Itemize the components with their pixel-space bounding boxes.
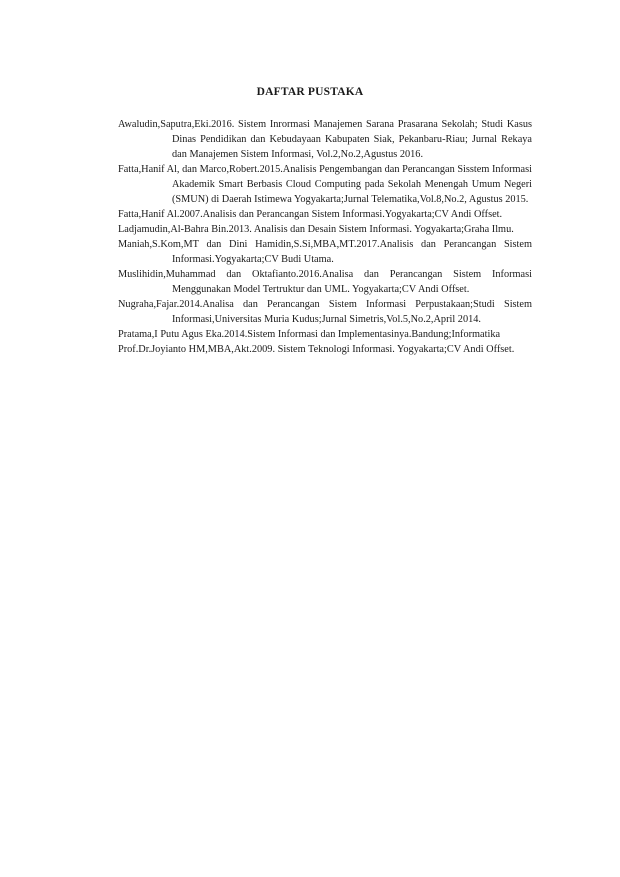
reference-entry: Maniah,S.Kom,MT dan Dini Hamidin,S.Si,MBA,MT.2017.Analisis dan Perancangan Sistem Informasi.Yogyakarta;CV Budi Utama. xyxy=(118,239,532,265)
reference-entry: Pratama,I Putu Agus Eka.2014.Sistem Informasi dan Implementasinya.Bandung;Informatika xyxy=(118,329,501,340)
reference-entry: Fatta,Hanif Al, dan Marco,Robert.2015.Analisis Pengembangan dan Perancangan Sisstem Informasi Akademik Smart Berbasis Cloud Computing pada Sekolah Menengah Umum Negeri (SMUN) di Daerah Istimewa Yogyakarta;Jurnal Telematika,Vol.8,No.2, Agustus 2015. xyxy=(118,164,532,205)
reference-entry: Awaludin,Saputra,Eki.2016. Sistem Inrormasi Manajemen Sarana Prasarana Sekolah; Studi Kasus Dinas Pendidikan dan Kebudayaan Kabupaten Siak, Pekanbaru-Riau; Jurnal Rekaya dan Manajemen Sistem Informasi, Vol.2,No.2,Agustus 2016. xyxy=(118,119,532,160)
reference-entry: Ladjamudin,Al-Bahra Bin.2013. Analisis dan Desain Sistem Informasi. Yogyakarta;Graha Ilmu. xyxy=(118,224,514,235)
reference-entry: Nugraha,Fajar.2014.Analisa dan Perancangan Sistem Informasi Perpustakaan;Studi Sistem Informasi,Universitas Muria Kudus;Jurnal Simetris,Vol.5,No.2,April 2014. xyxy=(118,299,532,325)
reference-entry: Prof.Dr.Joyianto HM,MBA,Akt.2009. Sistem Teknologi Informasi. Yogyakarta;CV Andi Offset. xyxy=(118,344,515,355)
reference-entry: Fatta,Hanif Al.2007.Analisis dan Perancangan Sistem Informasi.Yogyakarta;CV Andi Offset. xyxy=(118,209,503,220)
page-title: DAFTAR PUSTAKA xyxy=(256,86,364,98)
reference-list xyxy=(118,117,532,357)
reference-entry: Muslihidin,Muhammad dan Oktafianto.2016.Analisa dan Perancangan Sistem Informasi Menggunakan Model Tertruktur dan UML. Yogyakarta;CV Andi Offset. xyxy=(118,269,532,295)
